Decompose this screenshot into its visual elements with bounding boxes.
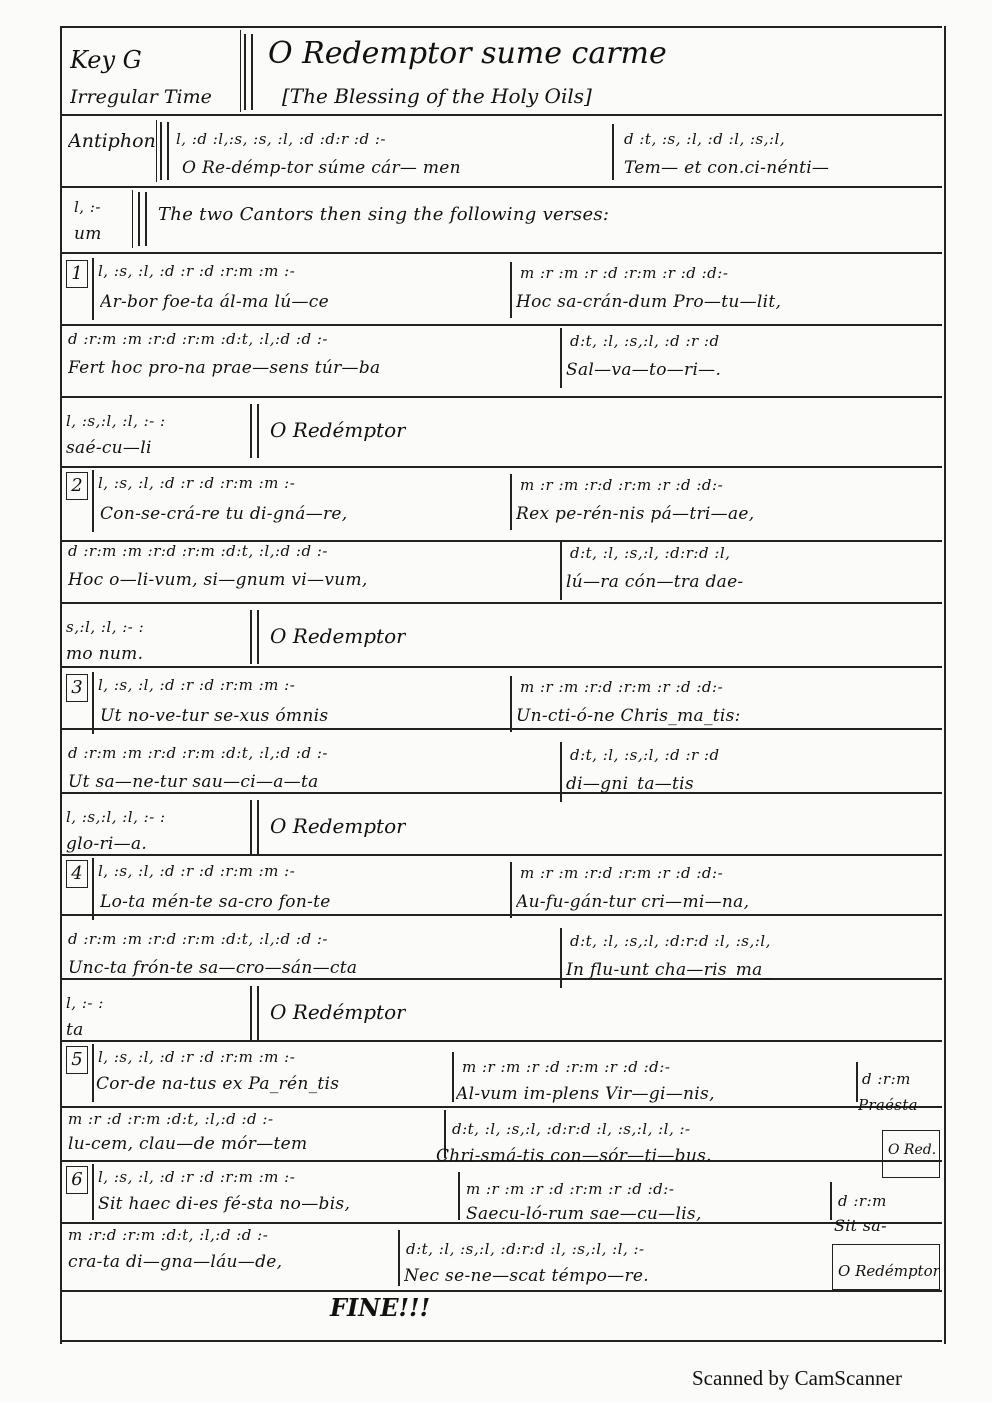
time-label: Irregular Time (70, 86, 212, 108)
refrain-label: O Redémptor (838, 1262, 940, 1280)
rule (60, 978, 942, 980)
lyrics-line: Ar-bor foe-ta ál-ma lú—ce (100, 292, 329, 312)
antiphon-label: Antiphon (68, 130, 156, 152)
lyrics-line: di—gni_ta—tis (566, 774, 694, 794)
solfa-line: m :r :d :r:m :d:t, :l,:d :d :- (68, 1110, 274, 1128)
bar-line (92, 258, 94, 320)
solfa-line: l, :s,:l, :l, :- : (66, 412, 166, 430)
lyrics-line: Ut no-ve-tur se-xus ómnis (100, 706, 329, 726)
double-bar (160, 122, 169, 180)
solfa-line: l, :s,:l, :l, :- : (66, 808, 166, 826)
solfa-line: m :r:d :r:m :d:t, :l,:d :d :- (68, 1226, 269, 1244)
lyrics-line: um (74, 224, 102, 244)
rule (60, 728, 942, 730)
lyrics-line: Rex pe-rén-nis pá—tri—ae, (516, 504, 755, 524)
double-bar (138, 192, 147, 246)
lyrics-line: glo-ri—a. (66, 834, 148, 854)
lyrics-line: Sit haec di-es fé-sta no—bis, (98, 1194, 351, 1214)
solfa-line: m :r :m :r :d :r:m :r :d :d:- (520, 264, 729, 282)
bar-line (398, 1230, 400, 1286)
bar-line (510, 474, 512, 530)
solfa-line: d :r:m (838, 1192, 887, 1210)
lyrics-line: saé-cu—li (66, 438, 152, 458)
verse-number: 5 (66, 1046, 88, 1074)
lyrics-line: O Re-démp-tor súme cár— men (182, 158, 461, 178)
refrain-label: O Redemptor (270, 814, 406, 838)
bar-line (92, 672, 94, 734)
solfa-line: d :r:m :m :r:d :r:m :d:t, :l,:d :d :- (68, 930, 328, 948)
rule (60, 1040, 942, 1042)
lyrics-line: Hoc sa-crán-dum Pro—tu—lit, (516, 292, 782, 312)
verse-number: 2 (66, 472, 88, 500)
bar-line (92, 858, 94, 920)
rule (60, 914, 942, 916)
bar-line (452, 1052, 454, 1102)
solfa-line: d :r:m :m :r:d :r:m :d:t, :l,:d :d :- (68, 330, 328, 348)
rule (60, 26, 942, 28)
rule (60, 114, 942, 116)
solfa-line: l, :s, :l, :d :r :d :r:m :m :- (98, 262, 296, 280)
refrain-label: O Redemptor (270, 624, 406, 648)
verse-number: 4 (66, 860, 88, 888)
scanner-watermark: Scanned by CamScanner (692, 1366, 902, 1390)
solfa-line: l, :d :l,:s, :s, :l, :d :d:r :d :- (176, 130, 386, 148)
double-bar (250, 404, 259, 458)
solfa-line: l, :s, :l, :d :r :d :r:m :m :- (98, 1048, 296, 1066)
rule (60, 396, 942, 398)
rule (60, 602, 942, 604)
lyrics-line: cra-ta di—gna—láu—de, (68, 1252, 283, 1272)
bar-line (510, 262, 512, 318)
double-bar (250, 800, 259, 854)
solfa-line: d:t, :l, :s,:l, :d:r:d :l, (570, 544, 731, 562)
lyrics-line: Lo-ta mén-te sa-cro fon-te (100, 892, 331, 912)
rule (60, 1290, 942, 1292)
fine-mark: FINE!!! (330, 1293, 431, 1322)
lyrics-line: In flu-unt cha—ris_ma_ (566, 960, 772, 980)
bar-line (510, 862, 512, 918)
page-subtitle: [The Blessing of the Holy Oils] (282, 84, 592, 108)
solfa-line: m :r :m :r:d :r:m :r :d :d:- (520, 864, 724, 882)
page-title: O Redemptor sume carme (268, 36, 667, 71)
lyrics-line: lú—ra cón—tra dae- (566, 572, 744, 592)
rule (60, 466, 942, 468)
lyrics-line: Sit sa- (834, 1216, 887, 1235)
bar-line (560, 540, 562, 600)
lyrics-line: lu-cem, clau—de mór—tem (68, 1134, 308, 1154)
solfa-line: d :r:m :m :r:d :r:m :d:t, :l,:d :d :- (68, 744, 328, 762)
bar-line (510, 676, 512, 732)
solfa-line: d :r:m :m :r:d :r:m :d:t, :l,:d :d :- (68, 542, 328, 560)
refrain-label: O Red. (888, 1142, 937, 1158)
bar-line (560, 742, 562, 802)
solfa-line: m :r :m :r:d :r:m :r :d :d:- (520, 678, 724, 696)
rule (60, 666, 942, 668)
rule (60, 1106, 942, 1108)
rule (60, 1340, 942, 1342)
rule (60, 792, 942, 794)
solfa-line: s,:l, :l, :- : (66, 618, 145, 636)
solfa-line: l, :- (74, 198, 101, 216)
lyrics-line: ta (66, 1020, 84, 1040)
bar-line (92, 1164, 94, 1220)
lyrics-line: Con-se-crá-re tu di-gná—re, (100, 504, 348, 524)
rule (60, 186, 942, 188)
rule (60, 324, 942, 326)
solfa-line: l, :s, :l, :d :r :d :r:m :m :- (98, 1168, 296, 1186)
lyrics-line: Saecu-ló-rum sae—cu—lis, (466, 1204, 702, 1224)
lyrics-line: Un-cti-ó-ne Chris_ma_tis: (516, 706, 741, 726)
solfa-line: m :r :m :r :d :r:m :r :d :d:- (462, 1058, 671, 1076)
solfa-line: d:t, :l, :s,:l, :d:r:d :l, :s,:l, (570, 932, 771, 950)
key-label: Key G (70, 46, 142, 74)
solfa-line: d :r:m (862, 1070, 911, 1088)
rule (60, 252, 942, 254)
verse-number: 3 (66, 674, 88, 702)
solfa-line: l, :s, :l, :d :r :d :r:m :m :- (98, 474, 296, 492)
lyrics-line: Ut sa—ne-tur sau—ci—a—ta (68, 772, 319, 792)
bar-line (612, 124, 614, 180)
solfa-line: m :r :m :r:d :r:m :r :d :d:- (520, 476, 724, 494)
lyrics-line: Unc-ta frón-te sa—cro—sán—cta (68, 958, 358, 978)
refrain-label: O Redémptor (270, 1000, 406, 1024)
bar-line (92, 470, 94, 532)
bar-line (560, 328, 562, 388)
lyrics-line: Praésta (858, 1096, 918, 1114)
solfa-line: l, :- : (66, 994, 104, 1012)
solfa-line: m :r :m :r :d :r:m :r :d :d:- (466, 1180, 675, 1198)
lyrics-line: Sal—va—to—ri—. (566, 360, 722, 380)
solfa-line: d:t, :l, :s,:l, :d :r :d (570, 746, 720, 764)
rule (60, 854, 942, 856)
lyrics-line: Hoc o—li-vum, si—gnum vi—vum, (68, 570, 368, 590)
lyrics-line: Nec se-ne—scat témpo—re. (404, 1266, 649, 1286)
double-bar (244, 34, 253, 110)
bar-line (92, 1044, 94, 1102)
solfa-line: d:t, :l, :s,:l, :d :r :d (570, 332, 720, 350)
verse-number: 6 (66, 1166, 88, 1194)
lyrics-line: mo num. (66, 644, 144, 664)
instruction-text: The two Cantors then sing the following verses: (158, 204, 610, 225)
refrain-label: O Redémptor (270, 418, 406, 442)
double-bar (250, 610, 259, 664)
bar-line (830, 1182, 832, 1220)
solfa-line: d:t, :l, :s,:l, :d:r:d :l, :s,:l, :l, :- (452, 1120, 691, 1138)
lyrics-line: Au-fu-gán-tur cri—mi—na, (516, 892, 750, 912)
verse-number: 1 (66, 260, 88, 288)
solfa-line: d:t, :l, :s,:l, :d:r:d :l, :s,:l, :l, :- (406, 1240, 645, 1258)
lyrics-line: Chri-smá-tis con—sór—ti—bus. (436, 1146, 712, 1166)
solfa-line: l, :s, :l, :d :r :d :r:m :m :- (98, 676, 296, 694)
lyrics-line: Cor-de na-tus ex Pa_rén_tis (96, 1074, 340, 1094)
solfa-line: d :t, :s, :l, :d :l, :s,:l, (624, 130, 786, 148)
solfa-line: l, :s, :l, :d :r :d :r:m :m :- (98, 862, 296, 880)
bar-line (458, 1172, 460, 1220)
double-bar (250, 986, 259, 1040)
lyrics-line: Al-vum im-plens Vir—gi—nis, (456, 1084, 715, 1104)
lyrics-line: Fert hoc pro-na prae—sens túr—ba (68, 358, 381, 378)
lyrics-line: Tem— et con.ci-nénti— (624, 158, 830, 178)
bar-line (560, 928, 562, 988)
